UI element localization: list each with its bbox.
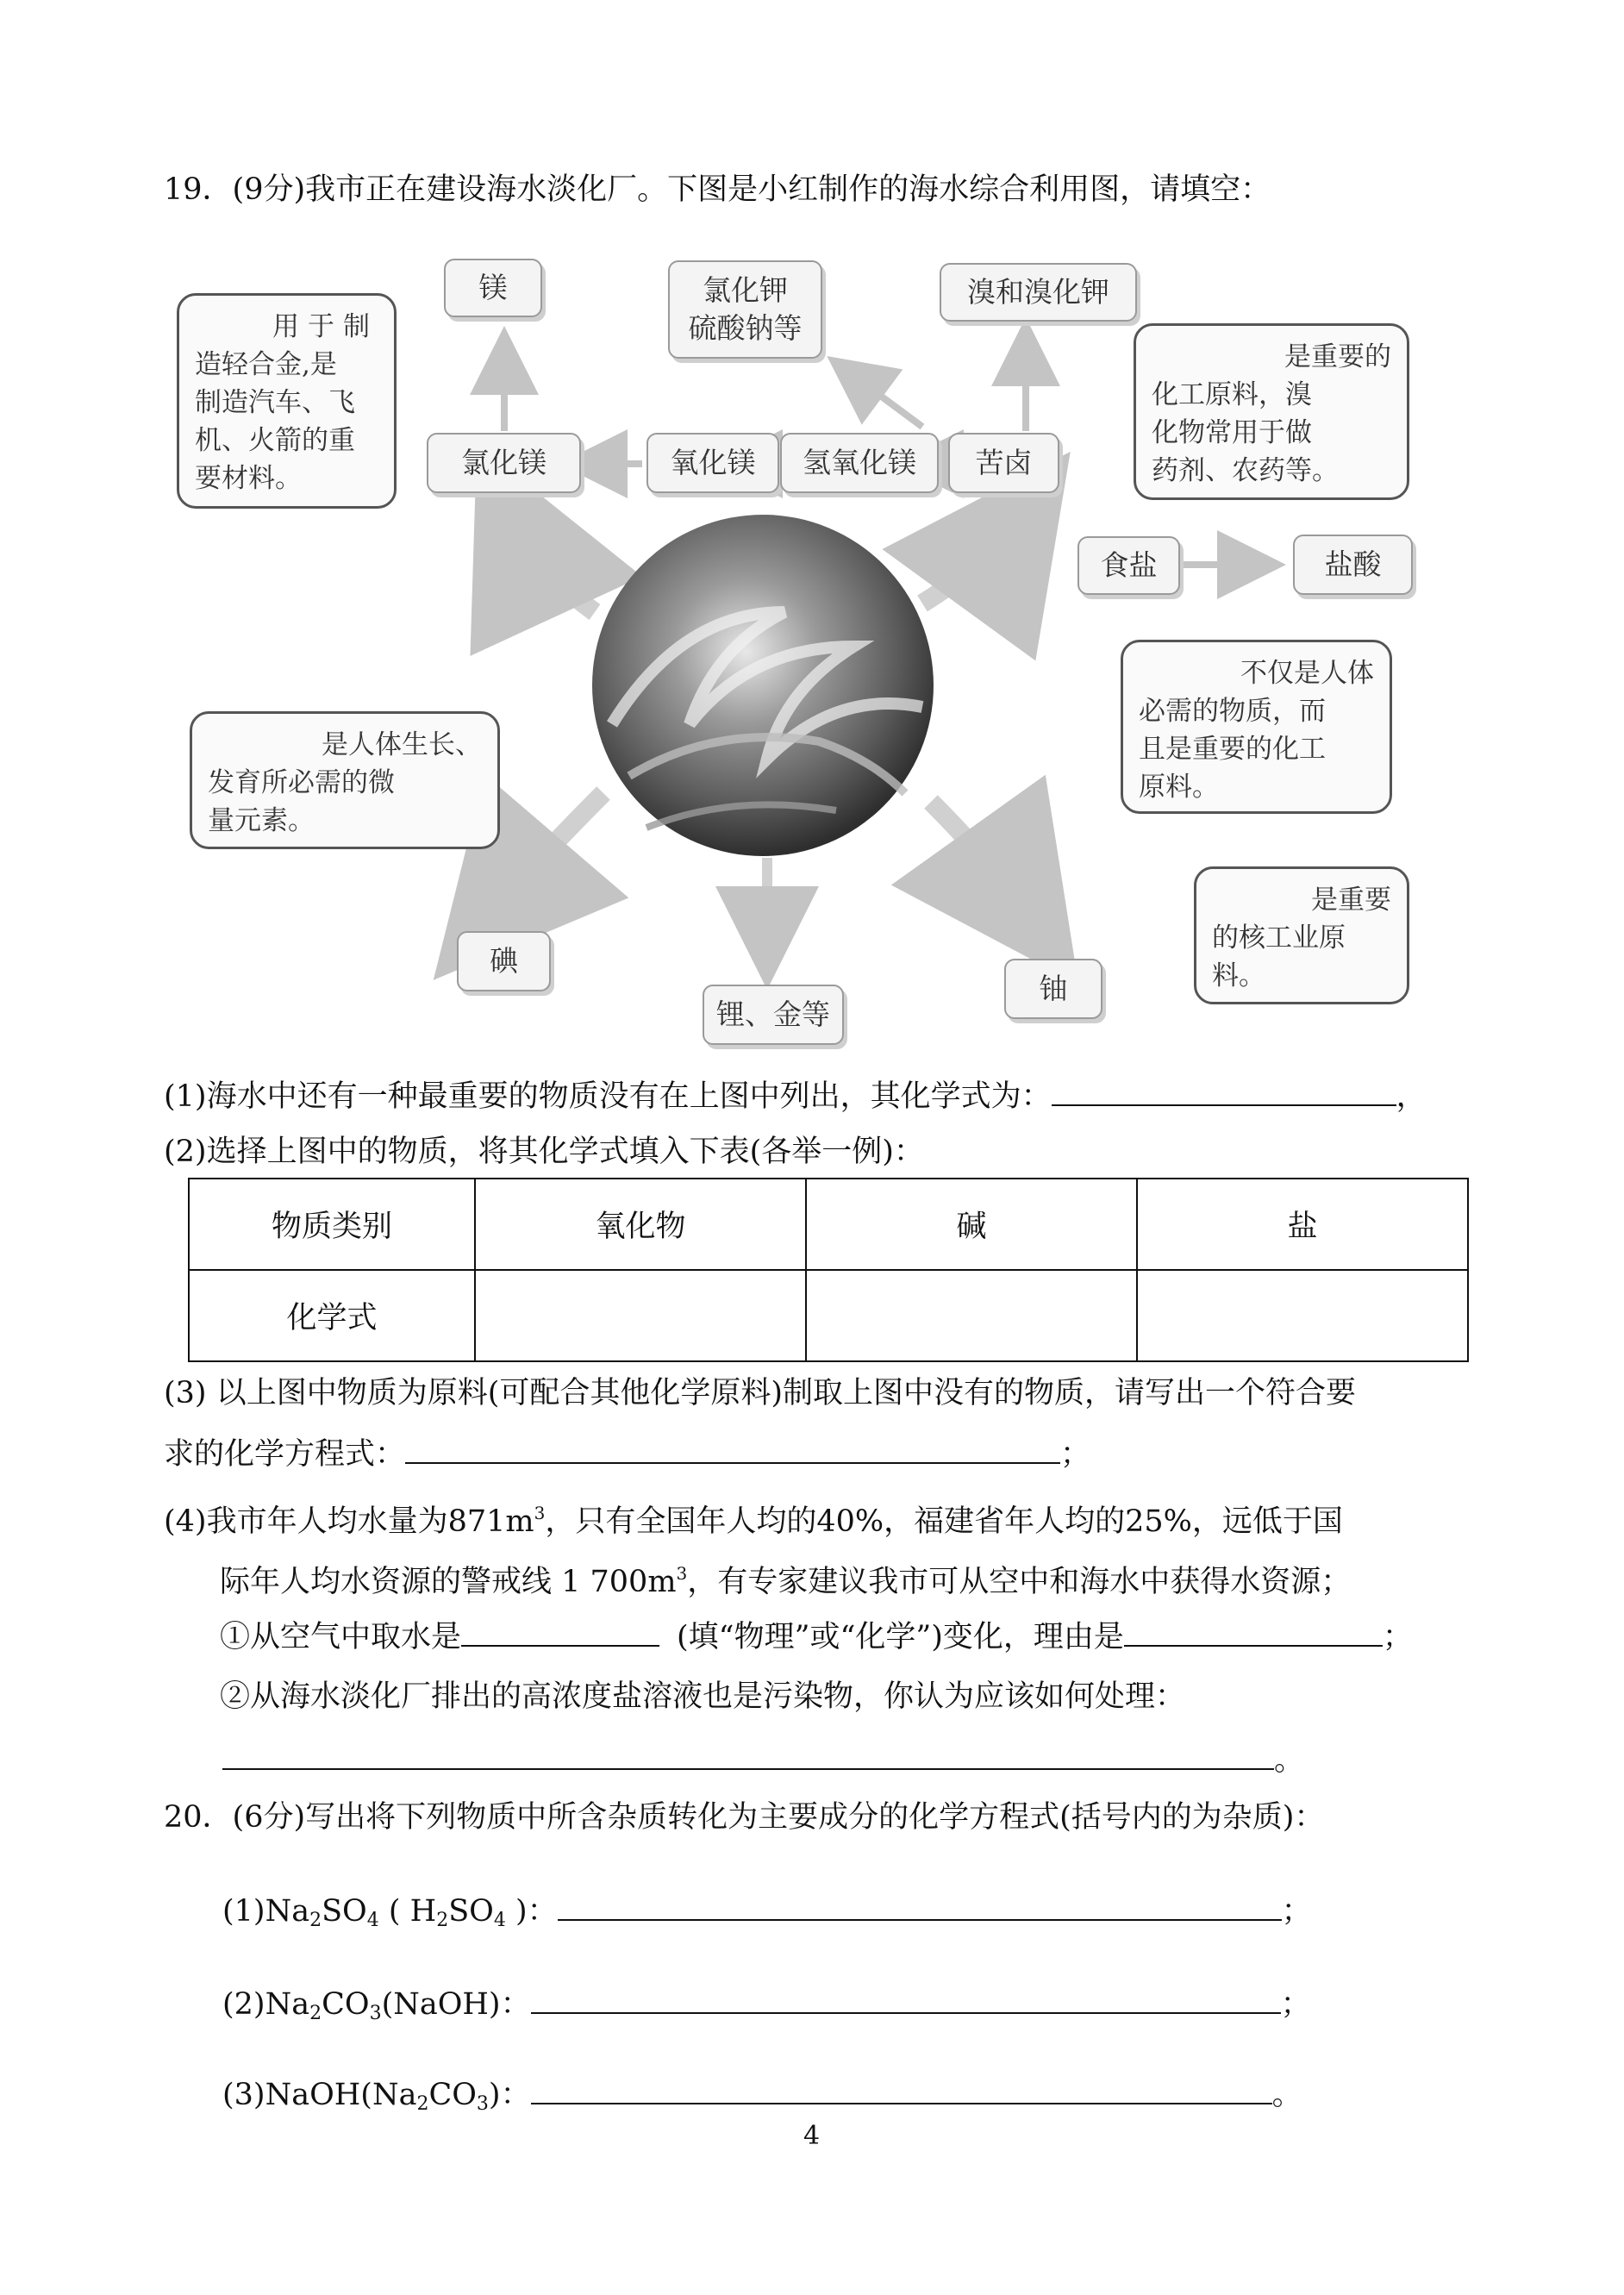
classification-table xyxy=(188,1178,1469,1362)
node-hcl: 盐酸 xyxy=(1293,535,1413,595)
bubble-bromine-note xyxy=(1134,323,1409,500)
subscript: 3 xyxy=(369,2003,382,2024)
bubble-u-line3: 料。 xyxy=(1212,960,1265,991)
bubble-salt-line2: 必需的物质，而 xyxy=(1139,696,1326,727)
node-brine: 苦卤 xyxy=(948,433,1059,493)
node-bromine: 溴和溴化钾 xyxy=(940,263,1137,322)
q20-item1-e: )： xyxy=(505,1894,558,1929)
arrow-sea-to-brine xyxy=(922,513,1026,603)
bubble-mg-line5: 要材料。 xyxy=(195,463,302,494)
q19-heading: 19．(9分)我市正在建设海水淡化厂。下图是小红制作的海水综合利用图，请填空： xyxy=(164,172,1271,207)
bubble-iodine-note xyxy=(190,711,500,849)
q19-part4-line1b: ，只有全国年人均的40%，福建省年人均的25%，远低于国 xyxy=(545,1504,1343,1539)
arrow-sea-to-iodine xyxy=(483,793,603,922)
subscript: 2 xyxy=(309,1910,322,1931)
bubble-mg-line1: 用于制 xyxy=(272,311,378,342)
bubble-salt-line3: 且是重要的化工 xyxy=(1139,734,1326,765)
bubble-mg-line2: 造轻合金,是 xyxy=(195,349,337,380)
bubble-iodine-line3: 量元素。 xyxy=(208,805,315,836)
q20-item1-a: (1)Na xyxy=(222,1894,310,1929)
arrow-brine-to-kcl xyxy=(849,372,922,427)
arrow-sea-to-mgcl2 xyxy=(509,513,595,612)
subscript: 2 xyxy=(436,1910,449,1931)
bubble-mg-line4: 机、火箭的重 xyxy=(195,425,355,456)
q19-part4-line1 xyxy=(164,1493,1343,1541)
subscript: 4 xyxy=(493,1910,506,1931)
q20-item2 xyxy=(222,1981,1311,2034)
q19-part4-end: 。 xyxy=(1274,1743,1305,1778)
q20-item3-end: 。 xyxy=(1271,2078,1302,2112)
q19-part3-line2 xyxy=(164,1431,1090,1474)
bubble-u-line2: 的核工业原 xyxy=(1212,922,1346,954)
q20-item2-a: (2)Na xyxy=(222,1987,310,2022)
q20-item2-b: CO xyxy=(322,1987,370,2022)
superscript-3: 3 xyxy=(676,1563,688,1584)
bubble-uranium-note xyxy=(1194,866,1409,1004)
node-kcl-na2so4 xyxy=(668,260,822,359)
table-row xyxy=(189,1270,1468,1361)
q20-item2-end: ； xyxy=(1280,1987,1311,2022)
q20-item3-c: )： xyxy=(488,2078,531,2112)
node-uranium: 铀 xyxy=(1004,959,1102,1019)
node-magnesium: 镁 xyxy=(444,259,542,317)
q19-part1 xyxy=(164,1073,1427,1116)
answer-blank-q20-2[interactable] xyxy=(531,1981,1281,2014)
q20-item1-end: ； xyxy=(1281,1894,1312,1929)
page-number: 4 xyxy=(803,2121,821,2151)
bubble-br-line4: 药剂、农药等。 xyxy=(1152,455,1339,486)
q19-part4-line2 xyxy=(220,1554,1351,1602)
table-cell-oxide-answer[interactable] xyxy=(475,1270,806,1361)
arrow-sea-to-u xyxy=(931,802,1034,922)
bubble-salt-note xyxy=(1121,640,1392,814)
q19-part4-answer-line xyxy=(222,1737,1304,1780)
q19-part4-line1a: (4)我市年人均水量为871m xyxy=(164,1504,534,1539)
q19-part3-text: 求的化学方程式： xyxy=(164,1437,406,1472)
table-header-salt: 盐 xyxy=(1137,1179,1468,1270)
table-cell-salt-answer[interactable] xyxy=(1137,1270,1468,1361)
table-header-category: 物质类别 xyxy=(189,1179,475,1270)
answer-blank-p4-2[interactable] xyxy=(222,1737,1274,1770)
subscript: 4 xyxy=(366,1910,379,1931)
subscript: 2 xyxy=(416,2093,429,2115)
q19-part4-sub1b: (填“物理”或“化学”)变化，理由是 xyxy=(677,1620,1124,1654)
node-mgo: 氧化镁 xyxy=(646,433,779,493)
bubble-salt-line1: 不仅是人体 xyxy=(1240,658,1374,689)
q19-part1-end: ， xyxy=(1396,1079,1427,1114)
q19-part4-sub1a: ①从空气中取水是 xyxy=(220,1620,462,1654)
superscript-3: 3 xyxy=(534,1503,546,1523)
q20-item3-b: CO xyxy=(428,2078,477,2112)
table-cell-base-answer[interactable] xyxy=(806,1270,1137,1361)
subscript: 3 xyxy=(476,2093,489,2115)
q19-part3-end: ； xyxy=(1060,1437,1091,1472)
table-row xyxy=(189,1179,1468,1270)
node-salt: 食盐 xyxy=(1077,536,1180,595)
answer-blank-p4-reason[interactable] xyxy=(1124,1614,1383,1647)
answer-blank-p1[interactable] xyxy=(1052,1073,1396,1106)
bubble-u-line1: 是重要 xyxy=(1311,885,1391,916)
node-mgcl2: 氯化镁 xyxy=(427,433,581,493)
bubble-br-line3: 化物常用于做 xyxy=(1152,417,1312,448)
q20-heading: 20．(6分)写出将下列物质中所含杂质转化为主要成分的化学方程式(括号内的为杂质)： xyxy=(164,1800,1325,1835)
node-mgoh2: 氢氧化镁 xyxy=(780,433,939,493)
bubble-salt-line4: 原料。 xyxy=(1139,772,1219,803)
q20-item1-d: SO xyxy=(448,1894,494,1929)
q20-item3-a: (3)NaOH(Na xyxy=(222,2078,417,2112)
q19-part4-line2b: ，有专家建议我市可从空中和海水中获得水资源； xyxy=(687,1565,1352,1599)
q20-item1-c: ( H xyxy=(378,1894,437,1929)
q20-item1-b: SO xyxy=(322,1894,367,1929)
table-header-oxide: 氧化物 xyxy=(475,1179,806,1270)
q19-part2: (2)选择上图中的物质，将其化学式填入下表(各举一例)： xyxy=(164,1135,924,1169)
answer-blank-p3[interactable] xyxy=(405,1431,1060,1464)
table-row-label-formula: 化学式 xyxy=(189,1270,475,1361)
table-header-base: 碱 xyxy=(806,1179,1137,1270)
node-kcl-line1: 氯化钾 xyxy=(703,273,788,307)
bubble-mg-line3: 制造汽车、飞 xyxy=(195,387,355,418)
answer-blank-p4-1[interactable] xyxy=(461,1614,659,1647)
node-iodine: 碘 xyxy=(457,931,551,991)
subscript: 2 xyxy=(309,2003,322,2024)
seawater-utilization-diagram xyxy=(164,241,1431,1056)
answer-blank-q20-1[interactable] xyxy=(558,1888,1282,1921)
bubble-iodine-line2: 发育所必需的微 xyxy=(208,767,395,798)
node-kcl-line2: 硫酸钠等 xyxy=(688,311,803,345)
classification-table-wrapper xyxy=(188,1178,1469,1362)
bubble-br-line2: 化工原料，溴 xyxy=(1152,379,1312,410)
q19-part4-line2a: 际年人均水资源的警戒线 1 700m xyxy=(220,1565,677,1599)
q19-part4-sub1 xyxy=(220,1614,1413,1657)
q19-part1-text: (1)海水中还有一种最重要的物质没有在上图中列出，其化学式为： xyxy=(164,1079,1052,1114)
q20-item3 xyxy=(222,2072,1302,2124)
q19-part4-sub1-end: ； xyxy=(1382,1620,1413,1654)
q19-part3-line1: (3) 以上图中物质为原料(可配合其他化学原料)制取上图中没有的物质，请写出一个符合要 xyxy=(164,1376,1357,1410)
answer-blank-q20-3[interactable] xyxy=(531,2072,1272,2104)
bubble-iodine-line1: 是人体生长、 xyxy=(322,729,482,760)
bubble-br-line1: 是重要的 xyxy=(1284,341,1391,372)
q19-part4-sub2: ②从海水淡化厂排出的高浓度盐溶液也是污染物，你认为应该如何处理： xyxy=(220,1679,1186,1714)
q20-item2-c: (NaOH)： xyxy=(381,1987,531,2022)
q20-item1 xyxy=(222,1888,1312,1941)
node-li-au: 锂、金等 xyxy=(703,985,844,1045)
bubble-magnesium-note xyxy=(177,293,397,509)
